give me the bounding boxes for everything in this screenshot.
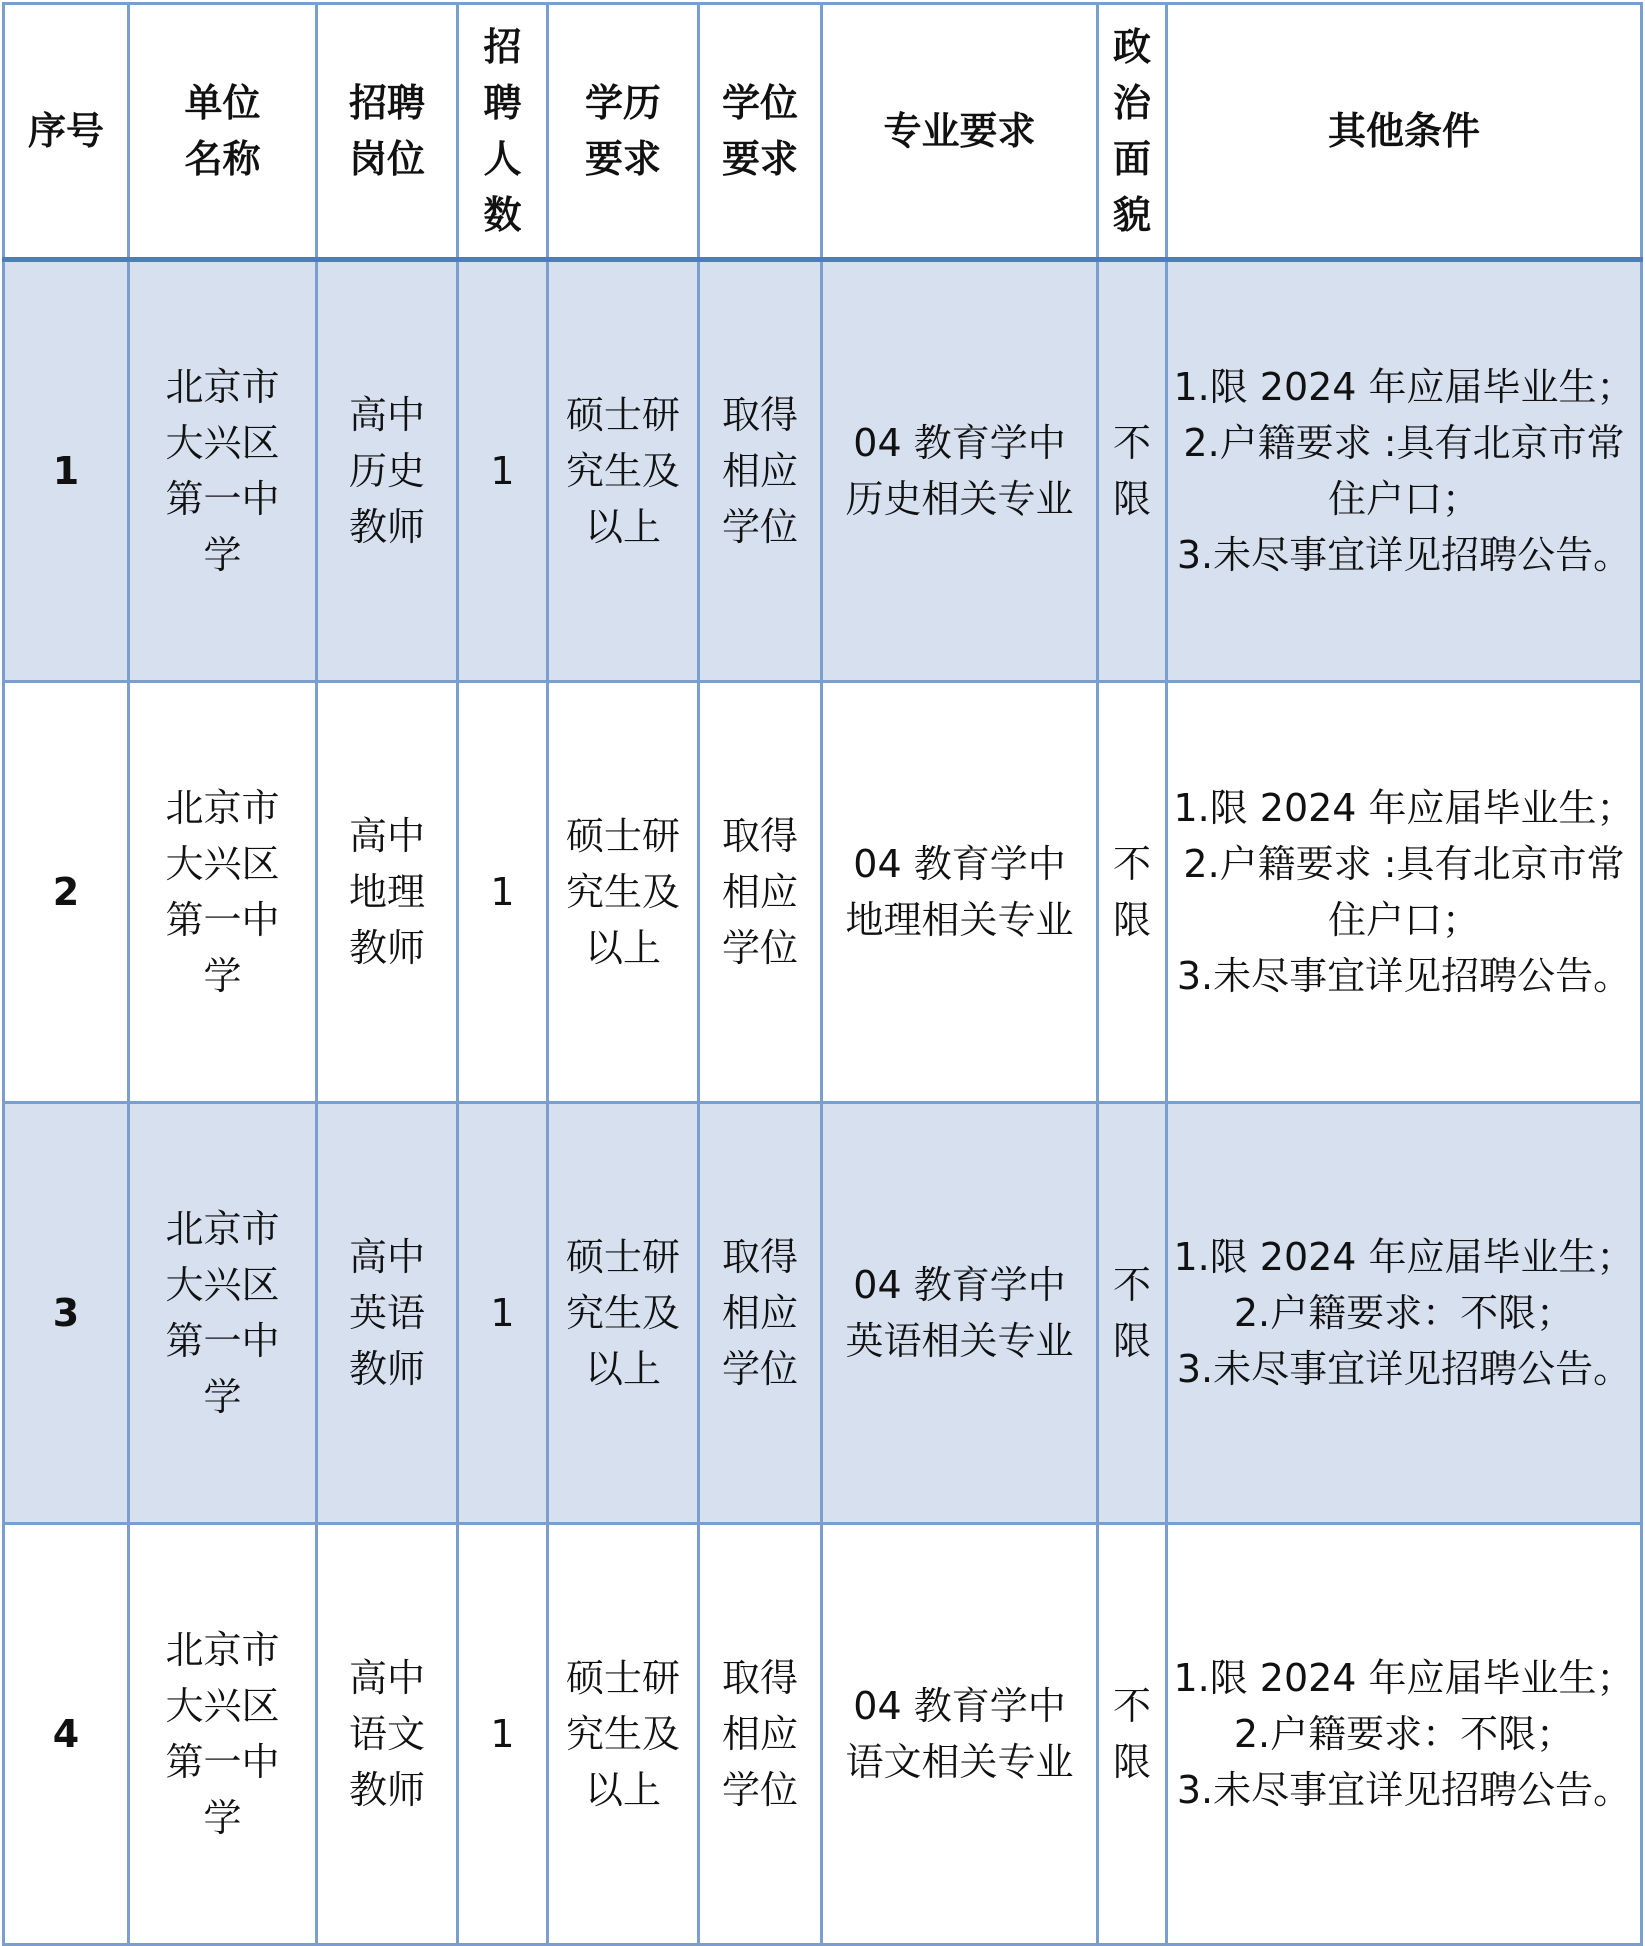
- cell-degree: [699, 1524, 822, 1945]
- header-row: [4, 4, 1642, 260]
- cell-other: [1167, 1524, 1642, 1945]
- cell-post: [317, 1524, 458, 1945]
- header-unit: 单位名称: [129, 4, 317, 260]
- cell-major: [822, 682, 1098, 1103]
- cell-count: [458, 1103, 548, 1524]
- cell-post: [317, 1103, 458, 1524]
- cell-other: [1167, 1103, 1642, 1524]
- cell-unit: [129, 1524, 317, 1945]
- cell-text: 1: [52, 449, 80, 493]
- cell-text: 硕士研究生及以上: [565, 1656, 680, 1812]
- cell-text: 高中英语教师: [348, 1235, 425, 1391]
- cell-text: 不限: [1112, 421, 1151, 521]
- header-major: 专业要求: [822, 4, 1098, 260]
- cell-text: 不限: [1112, 1263, 1151, 1363]
- cell-count: [458, 260, 548, 682]
- cell-text: 取得相应学位: [721, 393, 798, 549]
- header-post: 招聘岗位: [317, 4, 458, 260]
- cell-text: 04 教育学中: [853, 421, 1066, 465]
- cell-seq: [4, 682, 129, 1103]
- table-row: [4, 260, 1642, 682]
- cell-major: [822, 1524, 1098, 1945]
- other-condition-line: 1.限 2024 年应届毕业生；: [1173, 1656, 1635, 1700]
- cell-text: 2: [52, 870, 80, 914]
- header-degree: 学位要求: [699, 4, 822, 260]
- cell-text: 高中地理教师: [348, 814, 425, 970]
- cell-unit: [129, 1103, 317, 1524]
- cell-text: 1: [490, 1712, 515, 1756]
- cell-text: 04 教育学中: [853, 1684, 1066, 1728]
- cell-political: [1098, 1103, 1167, 1524]
- cell-text: 硕士研究生及以上: [565, 1235, 680, 1391]
- cell-degree: [699, 260, 822, 682]
- cell-education: [548, 1524, 699, 1945]
- cell-text: 04 教育学中: [853, 1263, 1066, 1307]
- cell-unit: [129, 682, 317, 1103]
- cell-seq: [4, 1103, 129, 1524]
- cell-text: 1: [490, 1291, 515, 1335]
- header-political: 政治面貌: [1098, 4, 1167, 260]
- cell-count: [458, 1524, 548, 1945]
- cell-political: [1098, 260, 1167, 682]
- table-row: [4, 1103, 1642, 1524]
- other-condition-line: 1.限 2024 年应届毕业生；: [1173, 365, 1635, 409]
- table-row: [4, 1524, 1642, 1945]
- other-condition-line: 1.限 2024 年应届毕业生；: [1173, 786, 1635, 830]
- other-condition-line: 2.户籍要求 :具有北京市常住户口；: [1183, 421, 1625, 521]
- other-condition-line: 2.户籍要求：不限；: [1233, 1712, 1575, 1756]
- cell-text: 3: [52, 1291, 80, 1335]
- cell-text: 硕士研究生及以上: [565, 814, 680, 970]
- cell-other: [1167, 260, 1642, 682]
- cell-text: 语文相关专业: [845, 1740, 1074, 1784]
- cell-political: [1098, 1524, 1167, 1945]
- cell-count: [458, 682, 548, 1103]
- header-other: 其他条件: [1167, 4, 1642, 260]
- other-condition-line: 1.限 2024 年应届毕业生；: [1173, 1235, 1635, 1279]
- cell-text: 04 教育学中: [853, 842, 1066, 886]
- cell-text: 地理相关专业: [845, 898, 1074, 942]
- cell-education: [548, 682, 699, 1103]
- other-condition-line: 3.未尽事宜详见招聘公告。: [1176, 954, 1632, 998]
- header-seq: 序号: [4, 4, 129, 260]
- table-row: [4, 682, 1642, 1103]
- cell-text: 北京市大兴区第一中学: [165, 365, 280, 577]
- other-condition-line: 3.未尽事宜详见招聘公告。: [1176, 1768, 1632, 1812]
- cell-text: 英语相关专业: [845, 1319, 1074, 1363]
- cell-text: 1: [490, 449, 515, 493]
- cell-text: 北京市大兴区第一中学: [165, 1207, 280, 1419]
- cell-post: [317, 682, 458, 1103]
- cell-text: 4: [52, 1712, 80, 1756]
- other-condition-line: 2.户籍要求：不限；: [1233, 1291, 1575, 1335]
- cell-major: [822, 260, 1098, 682]
- cell-text: 取得相应学位: [721, 1235, 798, 1391]
- cell-political: [1098, 682, 1167, 1103]
- cell-other: [1167, 682, 1642, 1103]
- cell-text: 取得相应学位: [721, 1656, 798, 1812]
- cell-text: 取得相应学位: [721, 814, 798, 970]
- cell-text: 不限: [1112, 842, 1151, 942]
- other-condition-line: 3.未尽事宜详见招聘公告。: [1176, 1347, 1632, 1391]
- cell-seq: [4, 260, 129, 682]
- cell-post: [317, 260, 458, 682]
- header-education: 学历要求: [548, 4, 699, 260]
- cell-text: 北京市大兴区第一中学: [165, 786, 280, 998]
- cell-text: 不限: [1112, 1684, 1151, 1784]
- cell-major: [822, 1103, 1098, 1524]
- cell-text: 1: [490, 870, 515, 914]
- cell-education: [548, 1103, 699, 1524]
- cell-degree: [699, 682, 822, 1103]
- cell-text: 历史相关专业: [845, 477, 1074, 521]
- cell-text: 高中历史教师: [348, 393, 425, 549]
- cell-education: [548, 260, 699, 682]
- cell-degree: [699, 1103, 822, 1524]
- header-count: 招聘人数: [458, 4, 548, 260]
- cell-text: 高中语文教师: [348, 1656, 425, 1812]
- other-condition-line: 2.户籍要求 :具有北京市常住户口；: [1183, 842, 1625, 942]
- cell-text: 北京市大兴区第一中学: [165, 1628, 280, 1840]
- cell-seq: [4, 1524, 129, 1945]
- other-condition-line: 3.未尽事宜详见招聘公告。: [1176, 533, 1632, 577]
- cell-unit: [129, 260, 317, 682]
- cell-text: 硕士研究生及以上: [565, 393, 680, 549]
- recruitment-table: [2, 2, 1643, 1946]
